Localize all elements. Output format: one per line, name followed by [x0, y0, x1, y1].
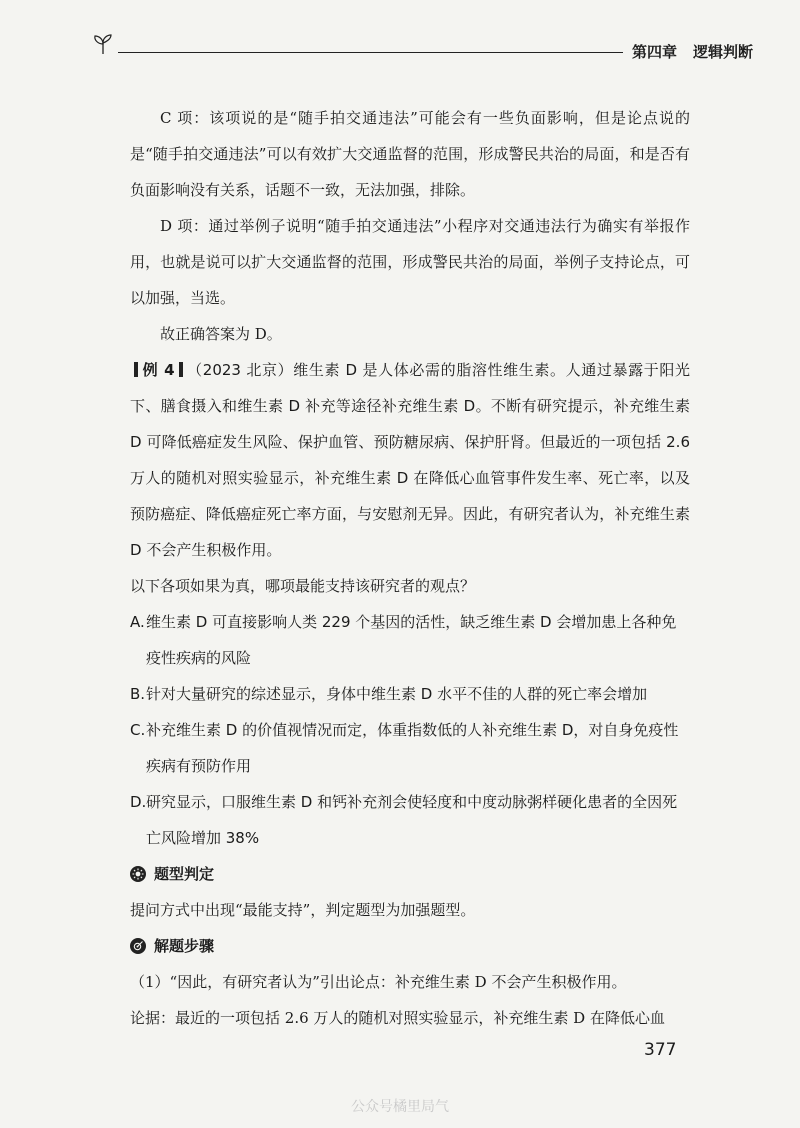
sprout-icon: [92, 32, 114, 56]
page-content: [130, 100, 690, 1036]
solution-heading: [130, 928, 690, 964]
example-stem-block: [130, 352, 690, 568]
page-header: [92, 28, 754, 64]
target-icon: [130, 938, 146, 954]
type-judgment-title: 题型判定: [154, 865, 215, 883]
option-b: [130, 676, 690, 712]
type-judgment-heading: [130, 856, 690, 892]
example-tag: [130, 361, 187, 379]
example-stem: 维生素 D 是人体必需的脂溶性维生素。人通过暴露于阳光下、膳食摄入和维生素 D 补充等途径补充维生素 D。不断有研究提示，补充维生素 D 可降低癌症发生风险、保护血管、预防糖尿病、保护肝肾。但最近的一项包括 2.6 万人的随机对照实验显示，补充维生素 D 在降低心血管事件发生率、死亡率，以及预防癌症、降低癌症死亡率方面，与安慰剂无异。因此，有研究者认为，补充维生素 D 不会产生积极作用。: [130, 361, 690, 559]
option-text: 针对大量研究的综述显示，身体中维生素 D 水平不佳的人群的死亡率会增加: [146, 685, 648, 703]
chapter-number: 第四章: [632, 43, 678, 61]
option-c: [130, 712, 690, 784]
type-judgment-body: 提问方式中出现“最能支持”，判定题型为加强题型。: [130, 901, 476, 919]
chapter-title: [632, 41, 753, 62]
watermark: 公众号橘里局气: [351, 1099, 449, 1115]
option-list: [130, 604, 690, 856]
option-letter: C.: [130, 721, 146, 739]
example-question: 以下各项如果为真，哪项最能支持该研究者的观点？: [130, 577, 476, 595]
d-item-analysis: D 项：通过举例子说明“随手拍交通违法”小程序对交通违法行为确实有举报作用，也就是说可以扩大交通监督的范围，形成警民共治的局面，举例子支持论点，可以加强，当选。: [130, 217, 690, 307]
solution-title: 解题步骤: [154, 937, 215, 955]
example-source: （2023 北京）: [186, 361, 294, 379]
solution-evidence: 论据：最近的一项包括 2.6 万人的随机对照实验显示，补充维生素 D 在降低心血: [130, 1009, 665, 1027]
answer-line: 故正确答案为 D。: [160, 325, 282, 343]
option-letter: D.: [130, 793, 147, 811]
option-text: 补充维生素 D 的价值视情况而定，体重指数低的人补充维生素 D，对自身免疫性疾病有预防作用: [146, 721, 679, 775]
example-number: 例 4: [142, 361, 175, 379]
solution-step-1: （1）“因此，有研究者认为”引出论点：补充维生素 D 不会产生积极作用。: [130, 973, 627, 991]
tag-bar-left: [134, 362, 138, 377]
tag-bar-right: [179, 362, 183, 377]
header-rule: [118, 52, 623, 53]
c-item-analysis: C 项：该项说的是“随手拍交通违法”可能会有一些负面影响，但是论点说的是“随手拍交通违法”可以有效扩大交通监督的范围，形成警民共治的局面，和是否有负面影响没有关系，话题不一致，无法加强，排除。: [130, 109, 690, 199]
option-d: [130, 784, 690, 856]
option-letter: A.: [130, 613, 145, 631]
chapter-section: 逻辑判断: [693, 43, 754, 61]
option-letter: B.: [130, 685, 146, 703]
sun-icon: [130, 866, 146, 882]
page-number: 377: [644, 1040, 677, 1060]
option-text: 研究显示，口服维生素 D 和钙补充剂会使轻度和中度动脉粥样硬化患者的全因死亡风险增加 38%: [146, 793, 678, 847]
option-a: [130, 604, 690, 676]
option-text: 维生素 D 可直接影响人类 229 个基因的活性，缺乏维生素 D 会增加患上各种免疫性疾病的风险: [146, 613, 677, 667]
